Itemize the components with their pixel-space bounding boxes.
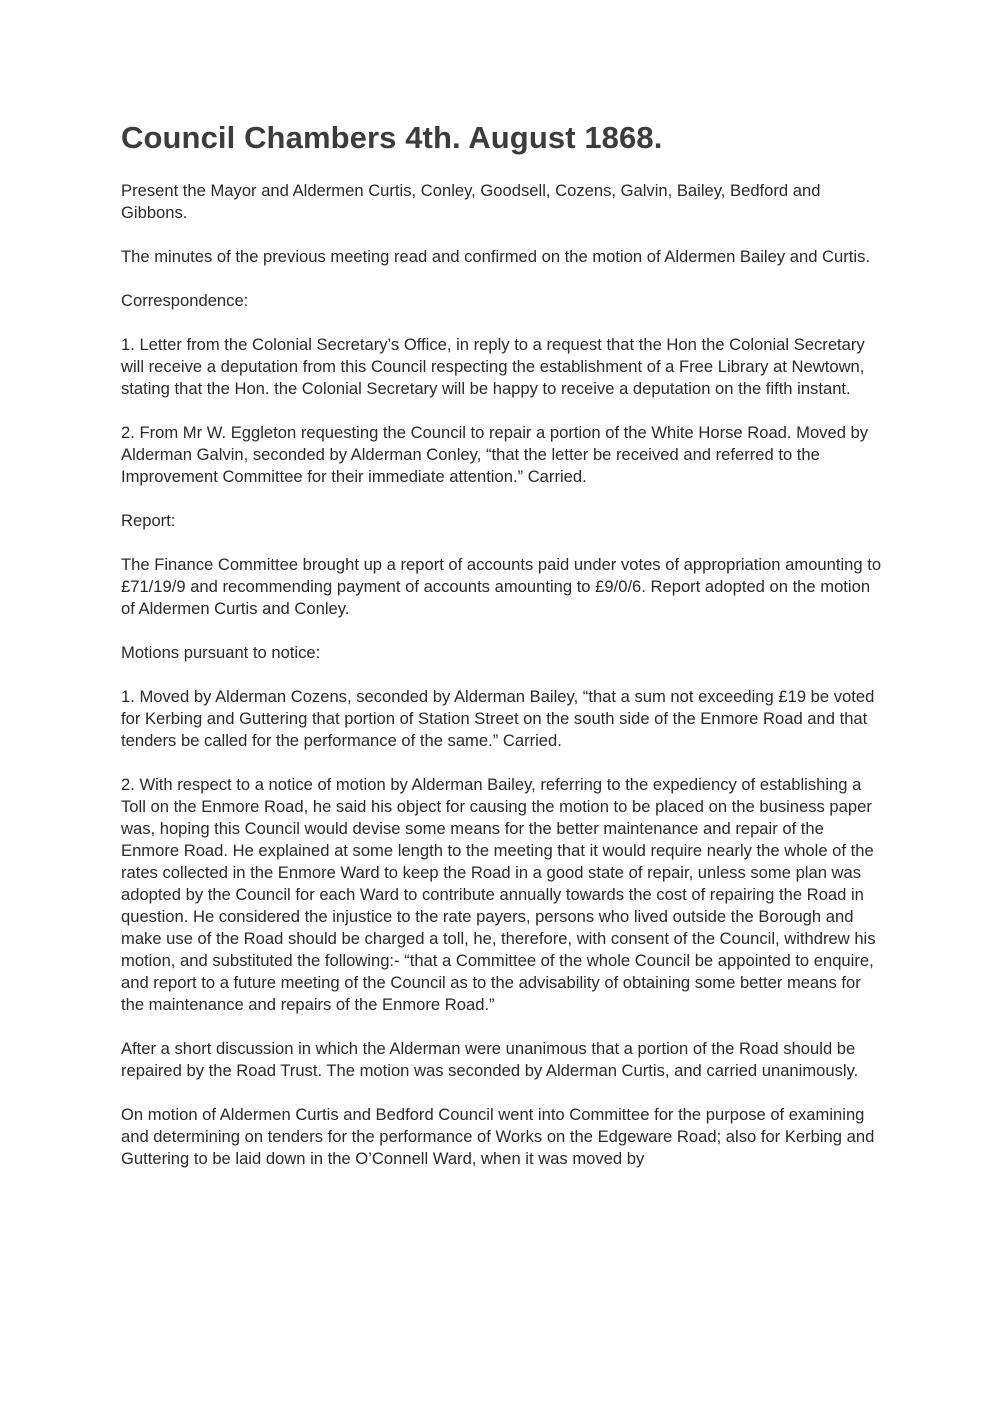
document-page <box>121 118 886 1192</box>
motions-heading: Motions pursuant to notice: <box>121 643 321 662</box>
correspondence-item-1: 1. Letter from the Colonial Secretary’s Office, in reply to a request that the Hon the Colonial Secretary will receive a deputation from this Council respecting the establishment of a Free Library at Newtown, stating that the Hon. the Colonial Secretary will be happy to receive a deputation on the fifth instant. <box>121 335 865 398</box>
report-heading: Report: <box>121 511 176 530</box>
finance-report-paragraph: The Finance Committee brought up a report of accounts paid under votes of appropriation amounting to £71/19/9 and recommending payment of accounts amounting to £9/0/6. Report adopted on the motion of Aldermen Curtis and Conley. <box>121 555 882 618</box>
discussion-paragraph: After a short discussion in which the Alderman were unanimous that a portion of the Road should be repaired by the Road Trust. The motion was seconded by Alderman Curtis, and carried unanimously. <box>121 1039 859 1080</box>
attendance-paragraph: Present the Mayor and Aldermen Curtis, Conley, Goodsell, Cozens, Galvin, Bailey, Bedford and Gibbons. <box>121 181 821 222</box>
committee-paragraph: On motion of Aldermen Curtis and Bedford Council went into Committee for the purpose of examining and determining on tenders for the performance of Works on the Edgeware Road; also for Kerbing and Guttering to be laid down in the O’Connell Ward, when it was moved by <box>121 1105 875 1168</box>
motion-item-1: 1. Moved by Alderman Cozens, seconded by Alderman Bailey, “that a sum not exceeding £19 be voted for Kerbing and Guttering that portion of Station Street on the south side of the Enmore Road and that tenders be called for the performance of the same.” Carried. <box>121 687 875 750</box>
correspondence-item-2: 2. From Mr W. Eggleton requesting the Council to repair a portion of the White Horse Road. Moved by Alderman Galvin, seconded by Alderman Conley, “that the letter be received and referred to the Improvement Committee for their immediate attention.” Carried. <box>121 423 869 486</box>
document-title: Council Chambers 4th. August 1868. <box>121 120 663 155</box>
correspondence-heading: Correspondence: <box>121 291 249 310</box>
minutes-paragraph: The minutes of the previous meeting read and confirmed on the motion of Aldermen Bailey and Curtis. <box>121 247 870 266</box>
motion-item-2: 2. With respect to a notice of motion by Alderman Bailey, referring to the expediency of establishing a Toll on the Enmore Road, he said his object for causing the motion to be placed on the business paper was, hoping this Council would devise some means for the better maintenance and repair of the Enmore Road. He explained at some length to the meeting that it would require nearly the whole of the rates collected in the Enmore Ward to keep the Road in a good state of repair, unless some plan was adopted by the Council for each Ward to contribute annually towards the cost of repairing the Road in question. He considered the injustice to the rate payers, persons who lived outside the Borough and make use of the Road should be charged a toll, he, therefore, with consent of the Council, withdrew his motion, and substituted the following:- “that a Committee of the whole Council be appointed to enquire, and report to a future meeting of the Council as to the advisability of obtaining some better means for the maintenance and repairs of the Enmore Road.” <box>121 775 876 1014</box>
